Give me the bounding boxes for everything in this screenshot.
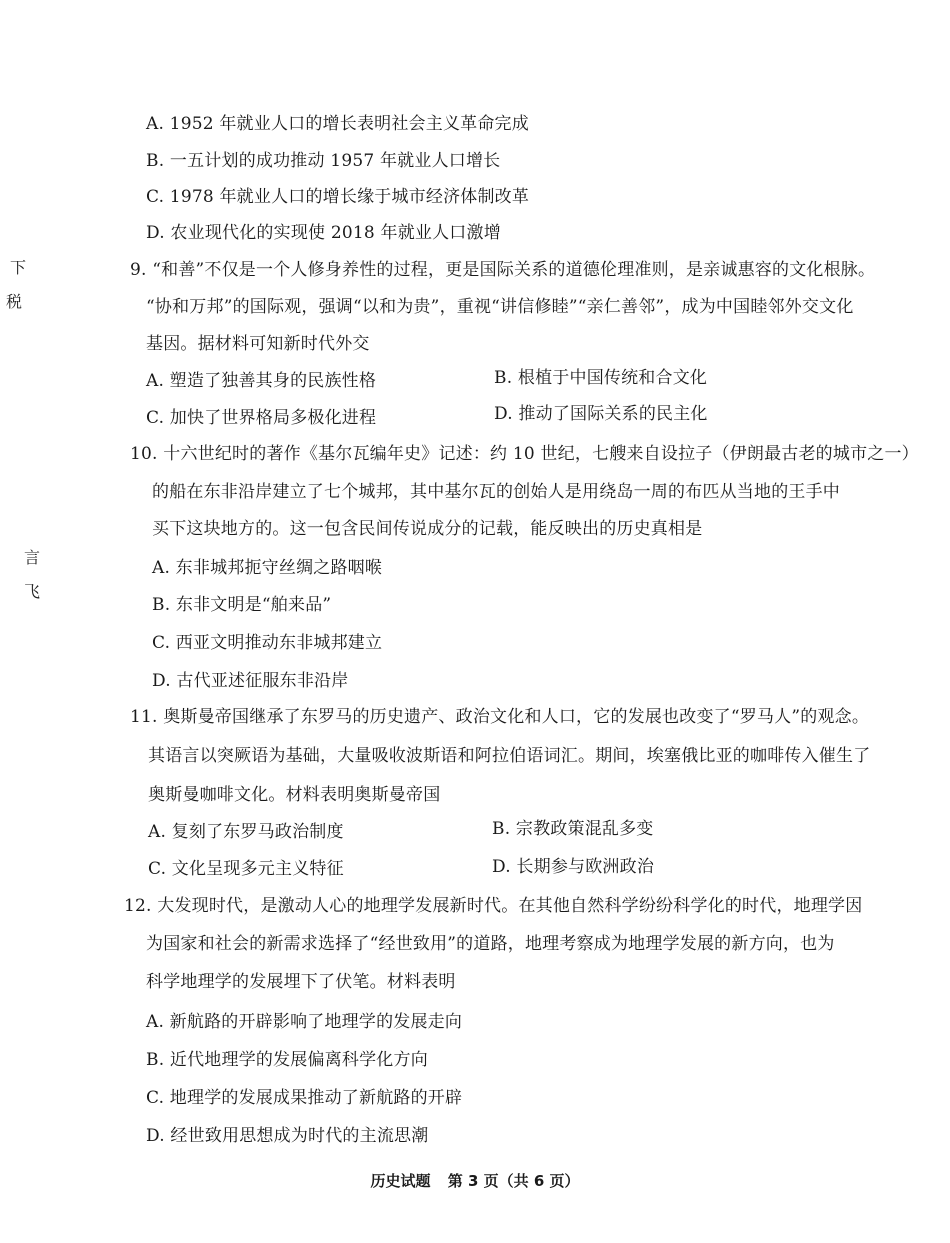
q8-option-b: B. 一五计划的成功推动 1957 年就业人口增长 bbox=[146, 151, 501, 171]
footer-subject: 历史试题 bbox=[370, 1172, 431, 1190]
q11-option-c: C. 文化呈现多元主义特征 bbox=[148, 859, 344, 879]
q11-stem-line: 奥斯曼咖啡文化。材料表明奥斯曼帝国 bbox=[148, 785, 441, 805]
margin-mark: 飞 bbox=[24, 582, 41, 601]
q11-option-a: A. 复刻了东罗马政治制度 bbox=[148, 822, 344, 842]
q12-stem-line: 12. 大发现时代，是激动人心的地理学发展新时代。在其他自然科学纷纷科学化的时代，地理学因 bbox=[124, 896, 863, 916]
q9-option-a: A. 塑造了独善其身的民族性格 bbox=[146, 371, 377, 391]
q11-option-d: D. 长期参与欧洲政治 bbox=[492, 857, 655, 877]
margin-mark: 言 bbox=[24, 548, 41, 567]
q8-option-d: D. 农业现代化的实现使 2018 年就业人口激增 bbox=[146, 223, 501, 243]
margin-mark: 下 bbox=[10, 258, 27, 277]
q12-stem-line: 科学地理学的发展埋下了伏笔。材料表明 bbox=[146, 972, 456, 992]
q9-stem-line: 基因。据材料可知新时代外交 bbox=[146, 334, 370, 354]
q10-option-b: B. 东非文明是“舶来品” bbox=[152, 595, 332, 615]
q9-option-b: B. 根植于中国传统和合文化 bbox=[494, 368, 708, 388]
q10-stem-line: 买下这块地方的。这一包含民间传说成分的记载，能反映出的历史真相是 bbox=[152, 519, 703, 539]
q12-option-d: D. 经世致用思想成为时代的主流思潮 bbox=[146, 1126, 429, 1146]
q10-option-a: A. 东非城邦扼守丝绸之路咽喉 bbox=[152, 558, 383, 578]
margin-mark: 税 bbox=[6, 292, 23, 311]
q10-stem-line: 10. 十六世纪时的著作《基尔瓦编年史》记述：约 10 世纪，七艘来自设拉子（伊朗最古老的城市之一） bbox=[130, 444, 919, 464]
footer-page-number: 第 3 页（共 6 页） bbox=[447, 1172, 580, 1190]
q12-option-c: C. 地理学的发展成果推动了新航路的开辟 bbox=[146, 1088, 463, 1108]
q11-stem-line: 11. 奥斯曼帝国继承了东罗马的历史遗产、政治文化和人口，它的发展也改变了“罗马人”的观念。 bbox=[130, 707, 870, 727]
q10-stem-line: 的船在东非沿岸建立了七个城邦，其中基尔瓦的创始人是用绕岛一周的布匹从当地的王手中 bbox=[152, 482, 840, 502]
q11-option-b: B. 宗教政策混乱多变 bbox=[492, 819, 654, 839]
page-footer bbox=[0, 1170, 950, 1191]
q12-option-a: A. 新航路的开辟影响了地理学的发展走向 bbox=[146, 1012, 463, 1032]
q10-option-d: D. 古代亚述征服东非沿岸 bbox=[152, 671, 349, 691]
q11-stem-line: 其语言以突厥语为基础，大量吸收波斯语和阿拉伯语词汇。期间，埃塞俄比亚的咖啡传入催生了 bbox=[148, 746, 871, 766]
q9-option-d: D. 推动了国际关系的民主化 bbox=[494, 404, 708, 424]
q12-stem-line: 为国家和社会的新需求选择了“经世致用”的道路，地理考察成为地理学发展的新方向，也为 bbox=[146, 934, 835, 954]
q12-option-b: B. 近代地理学的发展偏离科学化方向 bbox=[146, 1050, 428, 1070]
q9-stem-line: 9. “和善”不仅是一个人修身养性的过程，更是国际关系的道德伦理准则，是亲诚惠容的文化根脉。 bbox=[130, 260, 876, 280]
q10-option-c: C. 西亚文明推动东非城邦建立 bbox=[152, 633, 383, 653]
q8-option-c: C. 1978 年就业人口的增长缘于城市经济体制改革 bbox=[146, 187, 530, 207]
q9-stem-line: “协和万邦”的国际观，强调“以和为贵”，重视“讲信修睦”“亲仁善邻”，成为中国睦邻外交文化 bbox=[146, 297, 854, 317]
q9-option-c: C. 加快了世界格局多极化进程 bbox=[146, 408, 377, 428]
q8-option-a: A. 1952 年就业人口的增长表明社会主义革命完成 bbox=[146, 114, 529, 134]
